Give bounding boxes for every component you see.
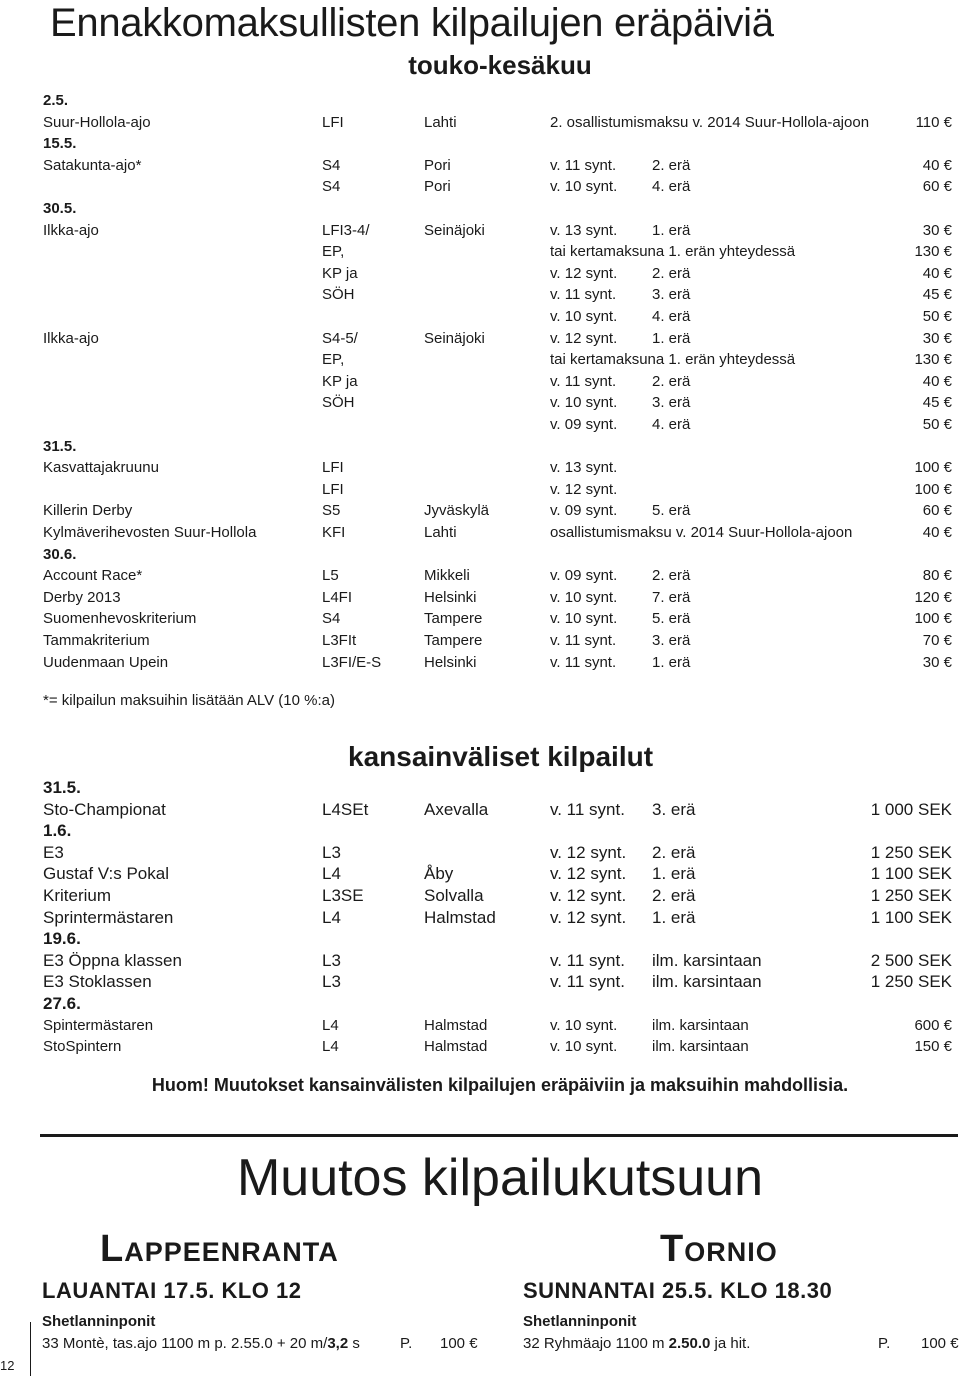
race-name: Sprintermästaren xyxy=(43,907,174,927)
race-name: Killerin Derby xyxy=(43,502,133,520)
payment-round: 4. erä xyxy=(652,308,691,325)
race-name: Gustaf V:s Pokal xyxy=(43,864,169,884)
race-venue: Pori xyxy=(424,178,451,196)
payment-round: 2. erä xyxy=(652,842,696,862)
race-venue: Lahti xyxy=(424,524,457,541)
lappeenranta-category: Shetlanninponit xyxy=(42,1313,156,1330)
payment-round: 4. erä xyxy=(652,416,691,433)
race-class: KP ja xyxy=(322,264,358,282)
table-row xyxy=(0,241,960,262)
race-class: L4FI xyxy=(322,588,353,606)
payment-note: osallistumismaksu v. 2014 Suur-Hollola-ajoon xyxy=(550,524,853,541)
lappeenranta-race xyxy=(42,1335,478,1352)
race-class: L5 xyxy=(322,567,339,585)
payment-round: ilm. karsintaan xyxy=(652,950,762,970)
fee: 60 € xyxy=(922,502,952,520)
change-title: Muutos kilpailukutsuun xyxy=(236,1149,764,1207)
payment-round: 1. erä xyxy=(652,653,691,671)
table-row xyxy=(0,414,960,435)
fee: 45 € xyxy=(922,394,952,412)
prize-label: P. xyxy=(400,1335,413,1352)
payment-round: 2. erä xyxy=(652,886,696,905)
horse-age: v. 10 synt. xyxy=(550,178,618,196)
fee: 100 € xyxy=(914,480,952,498)
section-divider xyxy=(40,1134,958,1137)
payment-round: 1. erä xyxy=(652,864,696,884)
table-row xyxy=(0,263,960,284)
tornio-race xyxy=(523,1335,959,1352)
table-row xyxy=(0,392,960,413)
table-row xyxy=(0,500,960,521)
payment-round: 2. erä xyxy=(652,156,691,174)
race-venue: Helsinki xyxy=(424,653,477,671)
race-name: E3 xyxy=(43,842,64,862)
race-class: L4SEt xyxy=(322,799,369,819)
race-venue: Solvalla xyxy=(424,886,484,905)
payment-note: tai kertamaksuna 1. erän yhteydessä xyxy=(550,243,796,261)
race-class: LFI xyxy=(322,480,344,498)
race-class: SÖH xyxy=(322,286,355,304)
race-venue: Halmstad xyxy=(424,907,496,927)
race-text: 32 Ryhmäajo 1100 m xyxy=(523,1335,669,1352)
fee: 50 € xyxy=(922,416,952,433)
race-time: 2.50.0 xyxy=(668,1335,711,1352)
date-heading: 2.5. xyxy=(43,92,69,109)
race-venue: Halmstad xyxy=(424,1016,488,1034)
table-row xyxy=(0,652,960,673)
prize-value: 100 € xyxy=(921,1335,959,1352)
payment-round: 1. erä xyxy=(652,329,691,347)
horse-age: v. 09 synt. xyxy=(550,416,618,433)
tornio-category: Shetlanninponit xyxy=(523,1313,637,1330)
table-row xyxy=(0,885,960,906)
fee: 1 100 SEK xyxy=(870,864,952,884)
payment-note: tai kertamaksuna 1. erän yhteydessä xyxy=(550,351,796,369)
payment-round: ilm. karsintaan xyxy=(652,972,762,992)
payment-round: 1. erä xyxy=(652,907,696,927)
race-name: Kasvattajakruunu xyxy=(43,459,159,477)
table-row xyxy=(0,284,960,305)
race-class: L4 xyxy=(322,864,341,884)
table-row xyxy=(0,176,960,197)
horse-age: v. 13 synt. xyxy=(550,221,618,239)
date-heading: 15.5. xyxy=(43,135,77,153)
date-heading: 30.6. xyxy=(43,545,77,563)
race-class: S4-5/ xyxy=(322,329,358,347)
race-class: KFI xyxy=(322,524,346,541)
race-name: Tammakriterium xyxy=(43,632,150,649)
table-row xyxy=(0,328,960,349)
race-venue: Mikkeli xyxy=(424,567,470,585)
race-time: 3,2 xyxy=(327,1335,349,1352)
table-row xyxy=(0,565,960,586)
date-heading: 31.5. xyxy=(43,437,77,455)
table-row xyxy=(0,479,960,500)
horse-age: v. 11 synt. xyxy=(550,632,617,649)
table-row xyxy=(0,220,960,241)
payment-note: 2. osallistumismaksu v. 2014 Suur-Hollola-ajoon xyxy=(550,113,870,131)
fee: 150 € xyxy=(914,1038,952,1056)
payment-round: 5. erä xyxy=(652,610,691,628)
city-lappeenranta: Lappeenranta xyxy=(100,1228,339,1270)
race-venue: Pori xyxy=(424,156,451,174)
fee: 60 € xyxy=(922,178,952,196)
race-venue: Halmstad xyxy=(424,1038,488,1056)
race-venue: Jyväskylä xyxy=(424,502,490,520)
race-name: Satakunta-ajo* xyxy=(43,156,142,174)
horse-age: v. 12 synt. xyxy=(550,864,627,884)
race-class: L3FIt xyxy=(322,632,357,649)
table-row xyxy=(0,457,960,478)
race-class: L3SE xyxy=(322,886,364,905)
horse-age: v. 11 synt. xyxy=(550,950,625,970)
fee: 120 € xyxy=(914,588,952,606)
horse-age: v. 12 synt. xyxy=(550,264,618,282)
race-name: Derby 2013 xyxy=(43,588,121,606)
race-venue: Tampere xyxy=(424,632,483,649)
horse-age: v. 12 synt. xyxy=(550,329,618,347)
horse-age: v. 12 synt. xyxy=(550,886,627,905)
table-row xyxy=(0,587,960,608)
race-name: Spintermästaren xyxy=(43,1016,154,1034)
date-heading: 30.5. xyxy=(43,200,77,217)
payment-round: 1. erä xyxy=(652,221,691,239)
race-venue: Åby xyxy=(424,864,454,884)
horse-age: v. 11 synt. xyxy=(550,156,617,174)
horse-age: v. 12 synt. xyxy=(550,907,627,927)
payment-round: 3. erä xyxy=(652,394,691,412)
horse-age: v. 10 synt. xyxy=(550,1038,618,1056)
fee: 70 € xyxy=(922,632,952,649)
horse-age: v. 12 synt. xyxy=(550,842,627,862)
race-class: KP ja xyxy=(322,372,358,390)
race-class: S4 xyxy=(322,610,341,628)
race-name: Ilkka-ajo xyxy=(43,329,99,347)
horse-age: v. 11 synt. xyxy=(550,286,617,304)
race-class: S5 xyxy=(322,502,341,520)
race-venue: Tampere xyxy=(424,610,483,628)
race-venue: Helsinki xyxy=(424,588,477,606)
table-row xyxy=(0,155,960,176)
horse-age: v. 11 synt. xyxy=(550,653,617,671)
horse-age: v. 09 synt. xyxy=(550,567,618,585)
payment-round: 5. erä xyxy=(652,502,691,520)
race-text-end: s xyxy=(348,1335,360,1352)
table-row xyxy=(0,371,960,392)
fee: 30 € xyxy=(922,221,952,239)
race-class: L3 xyxy=(322,842,341,862)
horse-age: v. 10 synt. xyxy=(550,394,618,412)
race-name: Kriterium xyxy=(43,886,112,905)
fee: 100 € xyxy=(914,459,952,477)
race-venue: Axevalla xyxy=(424,799,489,819)
fee: 1 000 SEK xyxy=(870,799,952,819)
fee: 30 € xyxy=(922,653,952,671)
race-class: S4 xyxy=(322,156,341,174)
page-number: 12 xyxy=(0,1358,15,1373)
race-name: Sto-Championat xyxy=(43,799,166,819)
table-row xyxy=(0,971,960,992)
fee: 1 250 SEK xyxy=(870,842,952,862)
race-class: L4 xyxy=(322,1016,339,1034)
payment-round: 7. erä xyxy=(652,588,691,606)
fee: 40 € xyxy=(922,372,952,390)
race-class: L4 xyxy=(322,1038,339,1056)
payment-round: 3. erä xyxy=(652,799,696,819)
race-class: SÖH xyxy=(322,394,355,412)
table-row xyxy=(0,608,960,629)
table-row xyxy=(0,863,960,884)
page-subtitle: touko-kesäkuu xyxy=(408,50,592,80)
table-row xyxy=(0,1036,960,1057)
horse-age: v. 10 synt. xyxy=(550,588,618,606)
race-name: Uudenmaan Upein xyxy=(43,653,169,671)
table-row xyxy=(0,306,960,327)
date-heading: 31.5. xyxy=(43,778,81,797)
race-class: L3 xyxy=(322,972,341,992)
race-text-end: ja hit. xyxy=(710,1335,751,1352)
page-margin-line xyxy=(30,1322,31,1376)
payment-round: ilm. karsintaan xyxy=(652,1016,749,1034)
fee: 100 € xyxy=(914,610,952,628)
payment-round: 2. erä xyxy=(652,372,691,390)
change-notice: Huom! Muutokset kansainvälisten kilpailujen eräpäiviin ja maksuihin mahdollisia. xyxy=(151,1075,849,1095)
prize-label: P. xyxy=(878,1335,891,1352)
race-class: L3 xyxy=(322,950,341,970)
table-row xyxy=(0,1015,960,1036)
fee: 130 € xyxy=(914,351,952,369)
vat-footnote: *= kilpailun maksuihin lisätään ALV (10 %:a) xyxy=(43,692,335,709)
race-name: E3 Stoklassen xyxy=(43,972,152,992)
fee: 1 250 SEK xyxy=(870,972,952,992)
fee: 80 € xyxy=(922,567,952,585)
payment-round: 2. erä xyxy=(652,264,691,282)
race-name: Suur-Hollola-ajo xyxy=(43,113,151,131)
race-name: Account Race* xyxy=(43,567,143,585)
horse-age: v. 13 synt. xyxy=(550,459,618,477)
table-row xyxy=(0,842,960,863)
payment-round: 4. erä xyxy=(652,178,691,196)
table-row xyxy=(0,349,960,370)
horse-age: v. 12 synt. xyxy=(550,480,618,498)
fee: 30 € xyxy=(922,329,952,347)
fee: 45 € xyxy=(922,286,952,304)
race-class: LFI3-4/ xyxy=(322,221,370,239)
race-class: S4 xyxy=(322,178,341,196)
race-class: LFI xyxy=(322,113,344,131)
fee: 110 € xyxy=(915,113,952,131)
table-row xyxy=(0,907,960,928)
table-row xyxy=(0,112,960,133)
race-venue: Lahti xyxy=(424,113,457,131)
fee: 2 500 SEK xyxy=(870,950,952,970)
horse-age: v. 09 synt. xyxy=(550,502,618,520)
page-title: Ennakkomaksullisten kilpailujen eräpäiviä xyxy=(50,1,774,45)
prize-value: 100 € xyxy=(440,1335,478,1352)
city-tornio: Tornio xyxy=(660,1228,778,1270)
horse-age: v. 11 synt. xyxy=(550,372,617,390)
payment-round: ilm. karsintaan xyxy=(652,1038,749,1056)
tornio-date: SUNNANTAI 25.5. KLO 18.30 xyxy=(523,1278,833,1303)
table-row xyxy=(0,799,960,820)
race-class: EP, xyxy=(322,243,345,261)
date-heading: 19.6. xyxy=(43,929,81,949)
date-heading: 1.6. xyxy=(43,821,72,841)
table-row xyxy=(0,630,960,651)
race-name: StoSpintern xyxy=(43,1038,122,1056)
race-name: Ilkka-ajo xyxy=(43,221,99,239)
race-class: LFI xyxy=(322,459,344,477)
fee: 600 € xyxy=(914,1016,952,1034)
horse-age: v. 11 synt. xyxy=(550,799,625,819)
race-name: E3 Öppna klassen xyxy=(43,950,182,970)
table-row xyxy=(0,522,960,543)
fee: 1 100 SEK xyxy=(870,907,952,927)
race-venue: Seinäjoki xyxy=(424,221,485,239)
fee: 40 € xyxy=(922,264,952,282)
race-name: Suomenhevoskriterium xyxy=(43,610,197,628)
race-text: 33 Montè, tas.ajo 1100 m p. 2.55.0 + 20 m/ xyxy=(42,1335,328,1352)
fee: 50 € xyxy=(922,308,952,325)
fee: 40 € xyxy=(922,524,952,541)
horse-age: v. 10 synt. xyxy=(550,308,618,325)
international-section-title: kansainväliset kilpailut xyxy=(348,741,654,772)
race-class: EP, xyxy=(322,351,345,369)
payment-round: 3. erä xyxy=(652,632,691,649)
fee: 40 € xyxy=(922,156,952,174)
race-venue: Seinäjoki xyxy=(424,329,485,347)
horse-age: v. 10 synt. xyxy=(550,1016,618,1034)
payment-round: 3. erä xyxy=(652,286,691,304)
race-class: L4 xyxy=(322,907,341,927)
table-row xyxy=(0,950,960,971)
race-name: Kylmäverihevosten Suur-Hollola xyxy=(43,524,257,541)
race-class: L3FI/E-S xyxy=(322,653,382,671)
fee: 1 250 SEK xyxy=(870,886,952,905)
lappeenranta-date: LAUANTAI 17.5. KLO 12 xyxy=(42,1278,302,1303)
date-heading: 27.6. xyxy=(43,994,81,1013)
horse-age: v. 11 synt. xyxy=(550,972,625,992)
payment-round: 2. erä xyxy=(652,567,691,585)
horse-age: v. 10 synt. xyxy=(550,610,618,628)
fee: 130 € xyxy=(914,243,952,261)
